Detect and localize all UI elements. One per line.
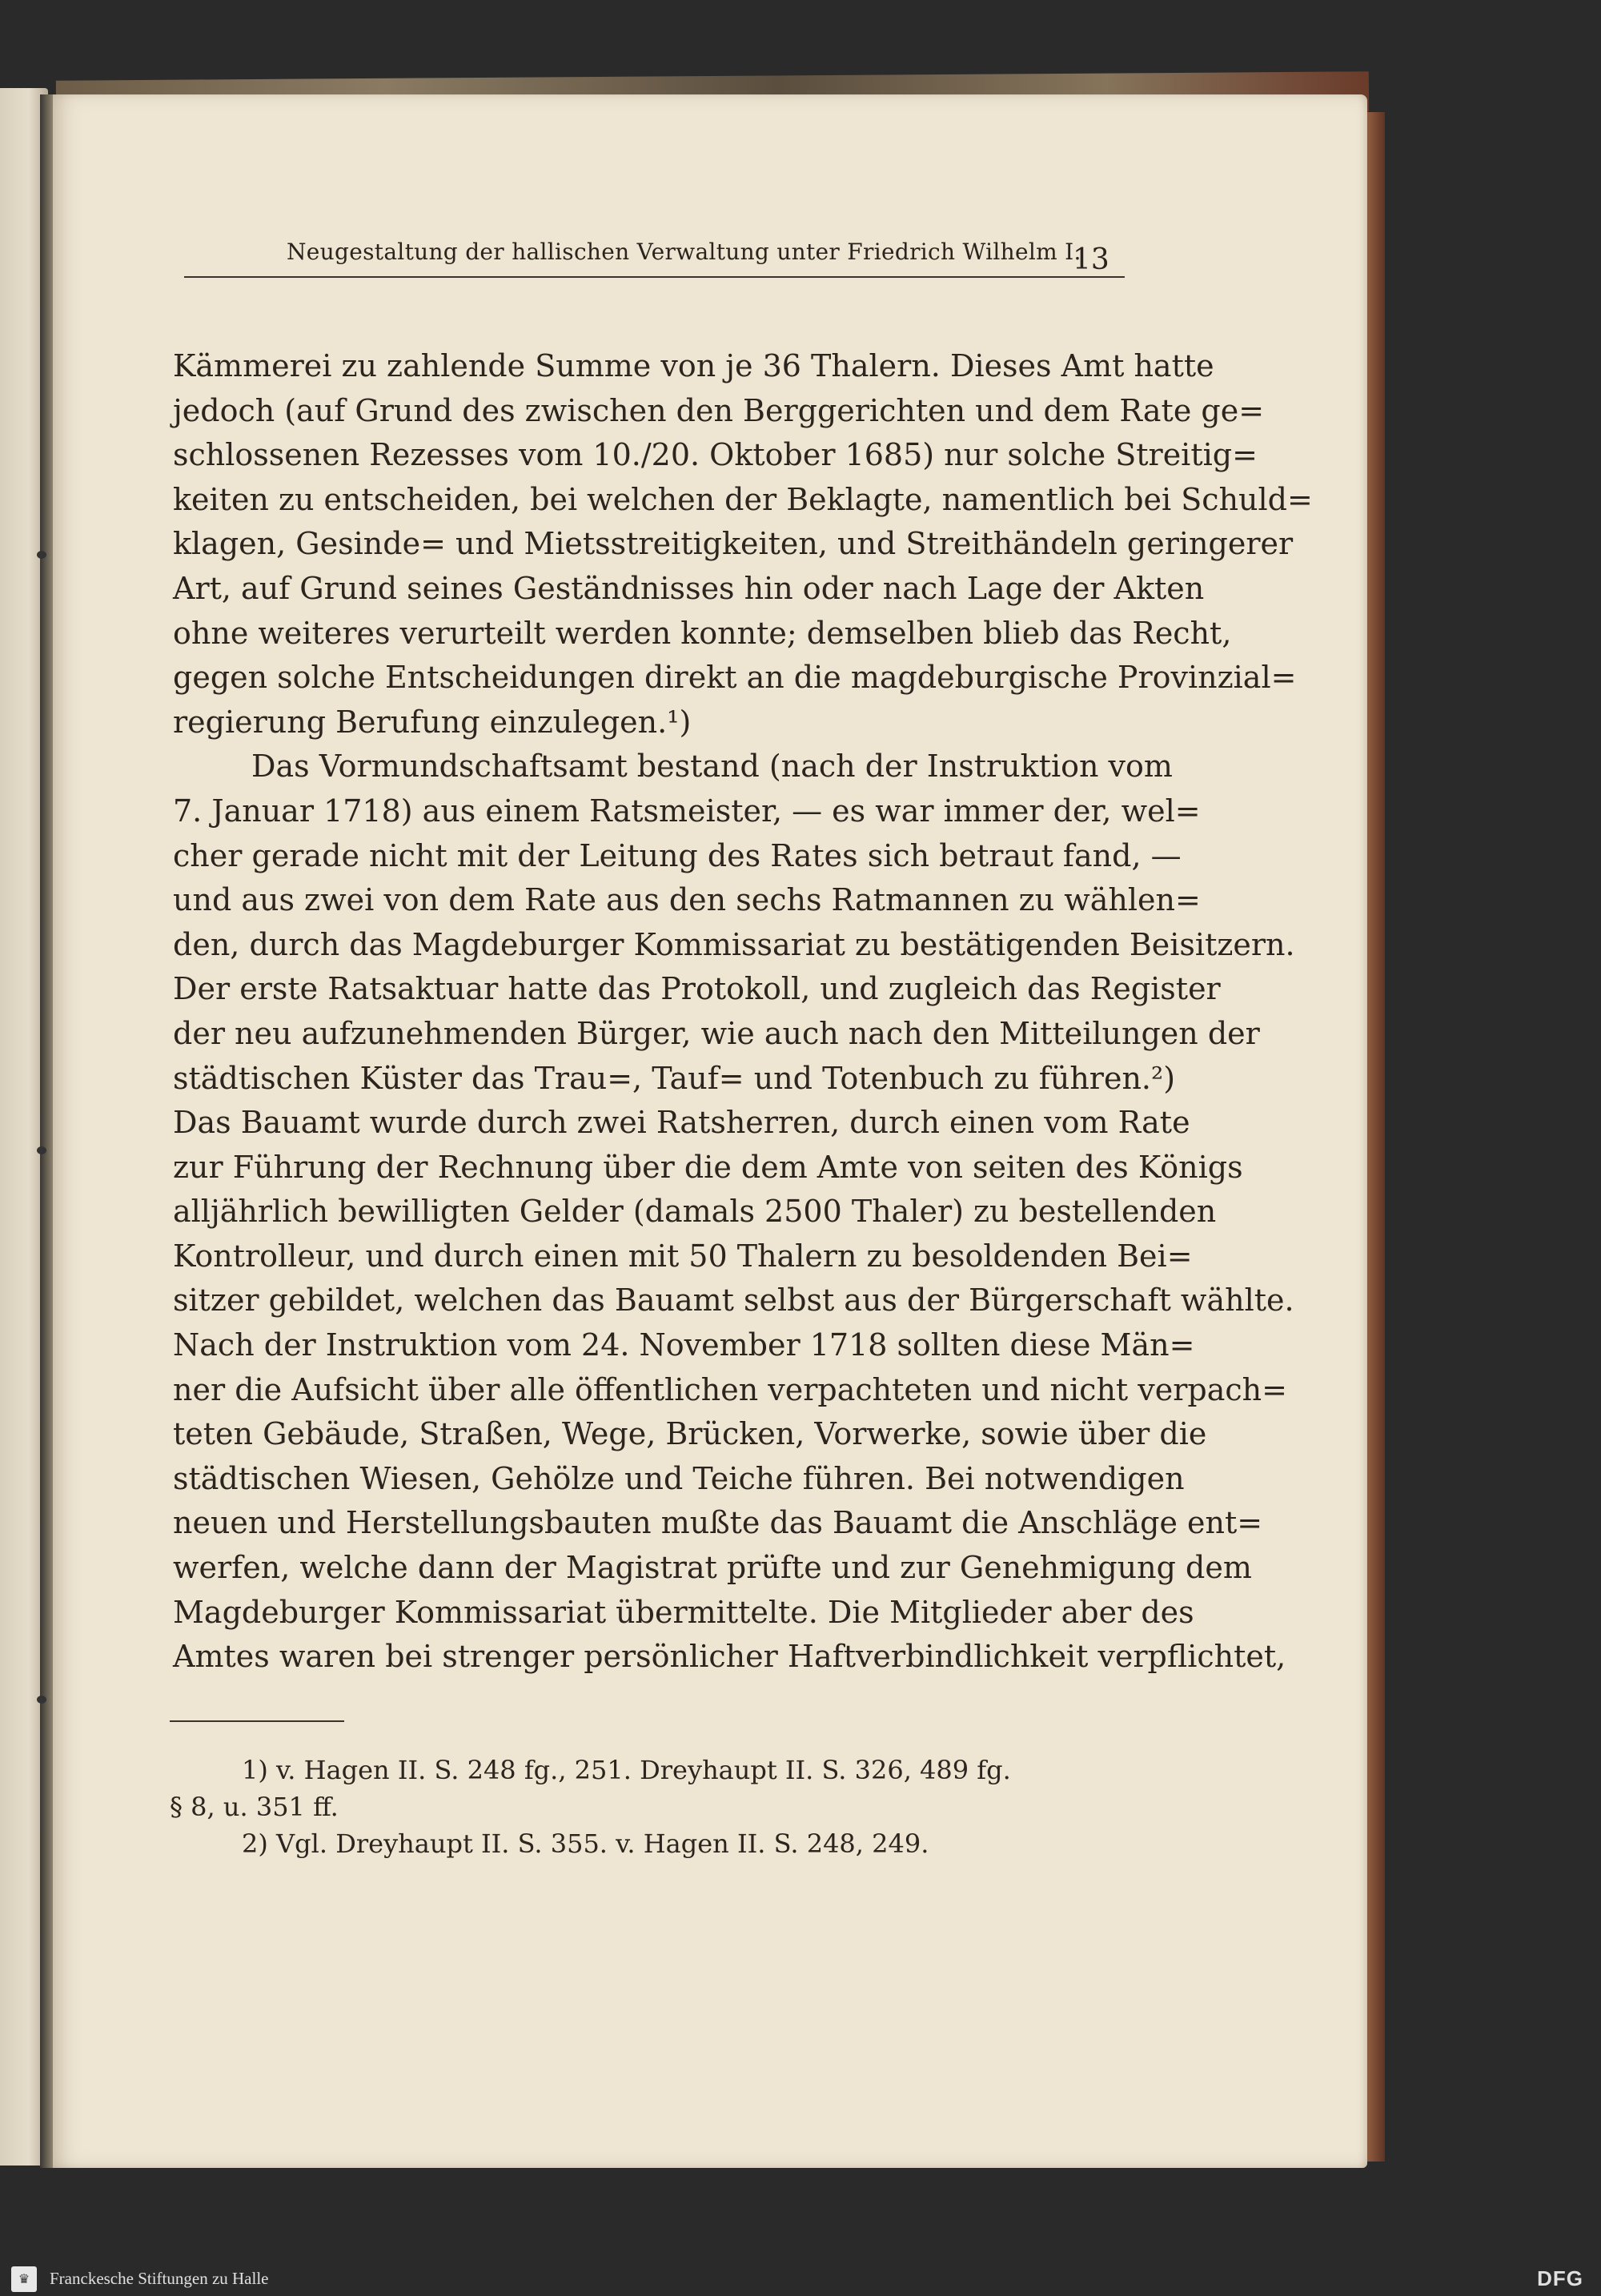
text-line: Magdeburger Kommissariat übermittelte. Die Mitglieder aber des [173, 1594, 1194, 1630]
text-line: gegen solche Entscheidungen direkt an die magdeburgische Provinzial= [173, 660, 1297, 696]
text-line: ohne weiteres verurteilt werden konnte; demselben blieb das Recht, [173, 615, 1232, 651]
text-line: Kontrolleur, und durch einen mit 50 Thalern zu besoldenden Bei= [173, 1238, 1193, 1274]
text-line: Das Vormundschaftsamt bestand (nach der Instruktion vom [251, 749, 1173, 785]
gutter-notch [37, 551, 46, 559]
text-line: neuen und Herstellungsbauten mußte das Bauamt die Anschläge ent= [173, 1505, 1263, 1541]
institution-logo-icon: ♛ [11, 2266, 37, 2292]
text-line: Amtes waren bei strenger persönlicher Haftverbindlichkeit verpflichtet, [173, 1639, 1286, 1675]
viewer-footer-bar [0, 2262, 1601, 2296]
page-number: 13 [1073, 243, 1109, 276]
text-line: Der erste Ratsaktuar hatte das Protokoll, und zugleich das Register [173, 971, 1221, 1007]
text-line: cher gerade nicht mit der Leitung des Rates sich betraut fand, — [173, 837, 1182, 873]
institution-name: Franckesche Stiftungen zu Halle [50, 2269, 269, 2288]
gutter-notch [37, 1146, 46, 1154]
dfg-logo: DFG [1537, 2266, 1583, 2290]
footnote-line: 1) v. Hagen II. S. 248 fg., 251. Dreyhaupt II. S. 326, 489 fg. [242, 1755, 1011, 1785]
text-line: regierung Berufung einzulegen.¹) [173, 704, 692, 740]
text-line: keiten zu entscheiden, bei welchen der Beklagte, namentlich bei Schuld= [173, 481, 1313, 517]
text-line: ner die Aufsicht über alle öffentlichen verpachteten und nicht verpach= [173, 1371, 1287, 1407]
text-line: den, durch das Magdeburger Kommissariat zu bestätigenden Beisitzern. [173, 926, 1295, 962]
text-line: teten Gebäude, Straßen, Wege, Brücken, Vorwerke, sowie über die [173, 1416, 1207, 1452]
text-line: städtischen Wiesen, Gehölze und Teiche führen. Bei notwendigen [173, 1460, 1185, 1496]
header-rule [184, 276, 1125, 278]
running-head: Neugestaltung der hallischen Verwaltung unter Friedrich Wilhelm I. [287, 239, 1081, 265]
footnote-line: 2) Vgl. Dreyhaupt II. S. 355. v. Hagen II. S. 248, 249. [242, 1828, 929, 1859]
text-line: und aus zwei von dem Rate aus den sechs Ratmannen zu wählen= [173, 882, 1201, 918]
text-line: Das Bauamt wurde durch zwei Ratsherren, durch einen vom Rate [173, 1105, 1190, 1141]
text-line: jedoch (auf Grund des zwischen den Berggerichten und dem Rate ge= [173, 392, 1265, 428]
footnote-line: § 8, u. 351 ff. [170, 1792, 339, 1822]
footnote-rule [170, 1720, 344, 1722]
text-line: Kämmerei zu zahlende Summe von je 36 Thalern. Dieses Amt hatte [173, 348, 1214, 383]
text-line: schlossenen Rezesses vom 10./20. Oktober 1685) nur solche Streitig= [173, 437, 1258, 473]
text-line: werfen, welche dann der Magistrat prüfte und zur Genehmigung dem [173, 1550, 1252, 1586]
footnotes [170, 1752, 1098, 1862]
text-line: zur Führung der Rechnung über die dem Amte von seiten des Königs [173, 1149, 1243, 1185]
text-line: Nach der Instruktion vom 24. November 1718 sollten diese Män= [173, 1327, 1195, 1363]
text-line: der neu aufzunehmenden Bürger, wie auch nach den Mitteilungen der [173, 1015, 1260, 1051]
text-line: alljährlich bewilligten Gelder (damals 2500 Thaler) zu bestellenden [173, 1194, 1217, 1230]
text-line: sitzer gebildet, welchen das Bauamt selbst aus der Bürgerschaft wählte. [173, 1282, 1294, 1319]
body-text [173, 344, 1313, 1680]
text-line: Art, auf Grund seines Geständnisses hin oder nach Lage der Akten [173, 570, 1205, 606]
page-gutter [40, 94, 53, 2168]
text-line: klagen, Gesinde= und Mietsstreitigkeiten, und Streithändeln geringerer [173, 526, 1294, 562]
text-line: städtischen Küster das Trau=, Tauf= und Totenbuch zu führen.²) [173, 1060, 1176, 1096]
text-line: 7. Januar 1718) aus einem Ratsmeister, — es war immer der, wel= [173, 793, 1201, 829]
gutter-notch [37, 1696, 46, 1704]
